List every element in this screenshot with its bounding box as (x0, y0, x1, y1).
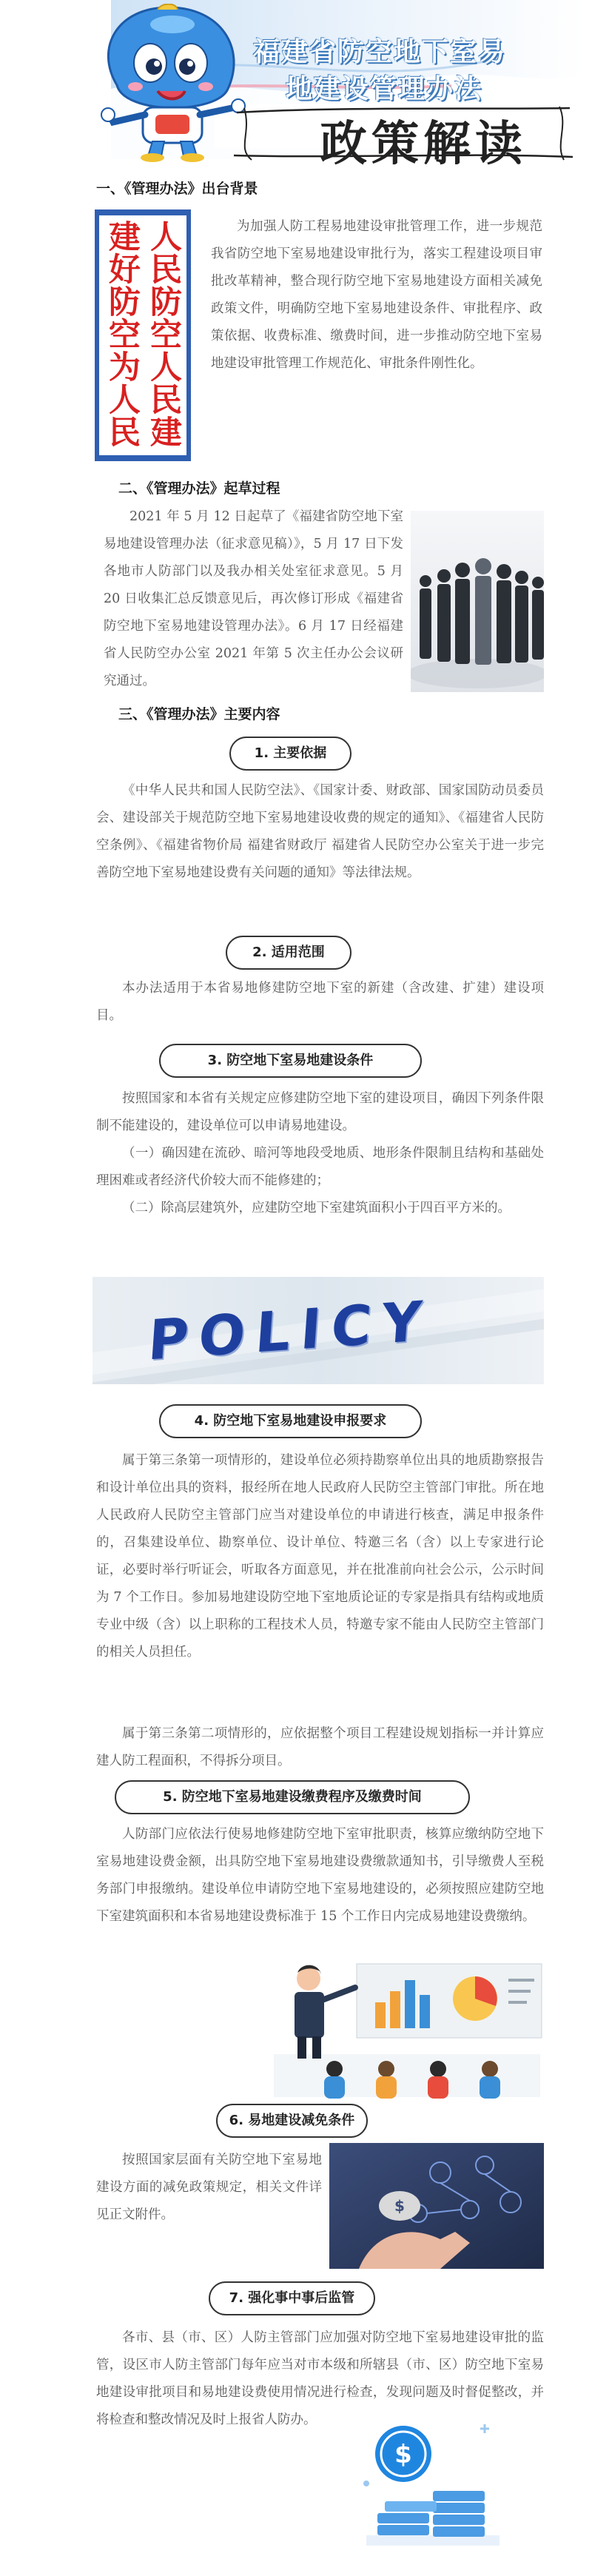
side-poster (95, 209, 191, 461)
item-2-title: 2. 适用范围 (226, 936, 352, 970)
item-4-title: 4. 防空地下室易地建设申报要求 (159, 1404, 422, 1438)
business-people-photo (411, 511, 544, 692)
policy-banner (92, 1277, 544, 1384)
presentation-illustration (268, 1958, 545, 2099)
item-7-title: 7. 强化事中事后监管 (209, 2281, 375, 2315)
side-poster-text-right: 人民防空人民建 (145, 220, 182, 448)
section-2-paragraph: 2021 年 5 月 12 日起草了《福建省防空地下室易地建设管理办法（征求意见稿）》，5 月 17 日下发各地市人防部门以及我办相关处室征求意见。5 月 20 日收集汇总反馈意见后，再次修订形成《福建省防空地下室易地建设管理办法》。6 月 17 日经福建省人民防空办公室 2021 年第 5 次主任办公会议研究通过。 (104, 509, 403, 688)
item-5-paragraph: 人防部门应依法行使易地修建防空地下室审批职责，核算应缴纳防空地下室易地建设费金额，出具防空地下室易地建设费缴款通知书，引导缴费人至税务部门申报缴纳。建设单位申请防空地下室易地建设的，必须按照应建防空地下室建筑面积和本省易地建设费标准于 15 个工作日内完成易地建设费缴纳。 (96, 1827, 544, 1924)
banner-title: 政策解读 (320, 117, 527, 172)
item-3-paragraph-3: （二）除高层建筑外，应建防空地下室建筑面积小于四百平方米的。 (122, 1201, 511, 1215)
header-title-line2: 地建设管理办法 (286, 74, 483, 104)
item-3-paragraph-2: （一）确因建在流砂、暗河等地段受地质、地形条件限制且结构和基础处理困难或者经济代价较大而不能修建的； (96, 1146, 544, 1188)
section-1-paragraph: 为加强人防工程易地建设审批管理工作，进一步规范我省防空地下室易地建设审批行为，落实工程建设项目审批改革精神，整合现行防空地下室易地建设方面相关减免政策文件，明确防空地下室易地建设条件、审批程序、政策依据、收费标准、缴费时间，进一步推动防空地下室易地建设审批管理工作规范化、审批条件刚性化。 (211, 219, 542, 371)
section-3-heading: 三、《管理办法》主要内容 (118, 706, 280, 722)
item-2-paragraph: 本办法适用于本省易地修建防空地下室的新建（含改建、扩建）建设项目。 (96, 981, 544, 1023)
item-1-paragraph: 《中华人民共和国人民防空法》、《国家计委、财政部、国家国防动员委员会、建设部关于规范防空地下室易地建设收费的规定的通知》、《福建省人民防空条例》、《福建省物价局 福建省财政厅 福建省人民防空办公室关于进一步完善防空地下室易地建设费有关问题的通知》等法律法规。 (96, 783, 544, 880)
item-3-paragraph-1: 按照国家和本省有关规定应修建防空地下室的建设项目，确因下列条件限制不能建设的，建设单位可以申请易地建设。 (96, 1091, 544, 1133)
item-3-title: 3. 防空地下室易地建设条件 (159, 1044, 422, 1078)
section-2-heading: 二、《管理办法》起草过程 (118, 480, 280, 497)
item-6-paragraph: 按照国家层面有关防空地下室易地建设方面的减免政策规定，相关文件详见正文附件。 (96, 2153, 322, 2222)
item-4-paragraph-1: 属于第三条第一项情形的，建设单位必须持勘察单位出具的地质勘察报告和设计单位出具的资料，报经所在地人民政府人民防空主管部门审批。所在地人民政府人民防空主管部门应当对建设单位的申请进行核查，满足申报条件的，召集建设单位、勘察单位、设计单位、特邀三名（含）以上专家进行论证，必要时举行听证会，听取各方面意见，并在批准前向社会公示，公示时间为 7 个工作日。参加易地建设防空地下室地质论证的专家是指具有结构或地质专业中级（含）以上职称的工程技术人员，特邀专家不能由人民防空主管部门的相关人员担任。 (96, 1453, 544, 1660)
item-7-paragraph: 各市、县（市、区）人防主管部门应加强对防空地下室易地建设审批的监管，设区市人防主管部门每年应当对市本级和所辖县（市、区）防空地下室易地建设审批项目和易地建设费使用情况进行检查，发现问题及时督促整改，并将检查和整改情况及时上报省人防办。 (96, 2330, 544, 2427)
item-6-title: 6. 易地建设减免条件 (216, 2104, 368, 2138)
svg-text:$: $ (394, 2440, 412, 2469)
header (0, 0, 592, 172)
item-4-paragraph-2: 属于第三条第二项情形的，应依据整个项目工程建设规划指标一并计算应建人防工程面积，不得拆分项目。 (96, 1726, 544, 1768)
policy-word: POLICY (146, 1289, 434, 1373)
money-illustration (352, 2402, 507, 2565)
section-1-heading: 一、《管理办法》出台背景 (96, 181, 258, 197)
svg-text:$: $ (394, 2197, 405, 2215)
item-5-title: 5. 防空地下室易地建设缴费程序及缴费时间 (115, 1780, 470, 1814)
side-poster-text-left: 建好防空为人民 (104, 220, 141, 448)
header-title-line1: 福建省防空地下室易 (253, 37, 507, 67)
item-1-title: 1. 主要依据 (229, 737, 352, 771)
finance-photo (329, 2143, 544, 2269)
